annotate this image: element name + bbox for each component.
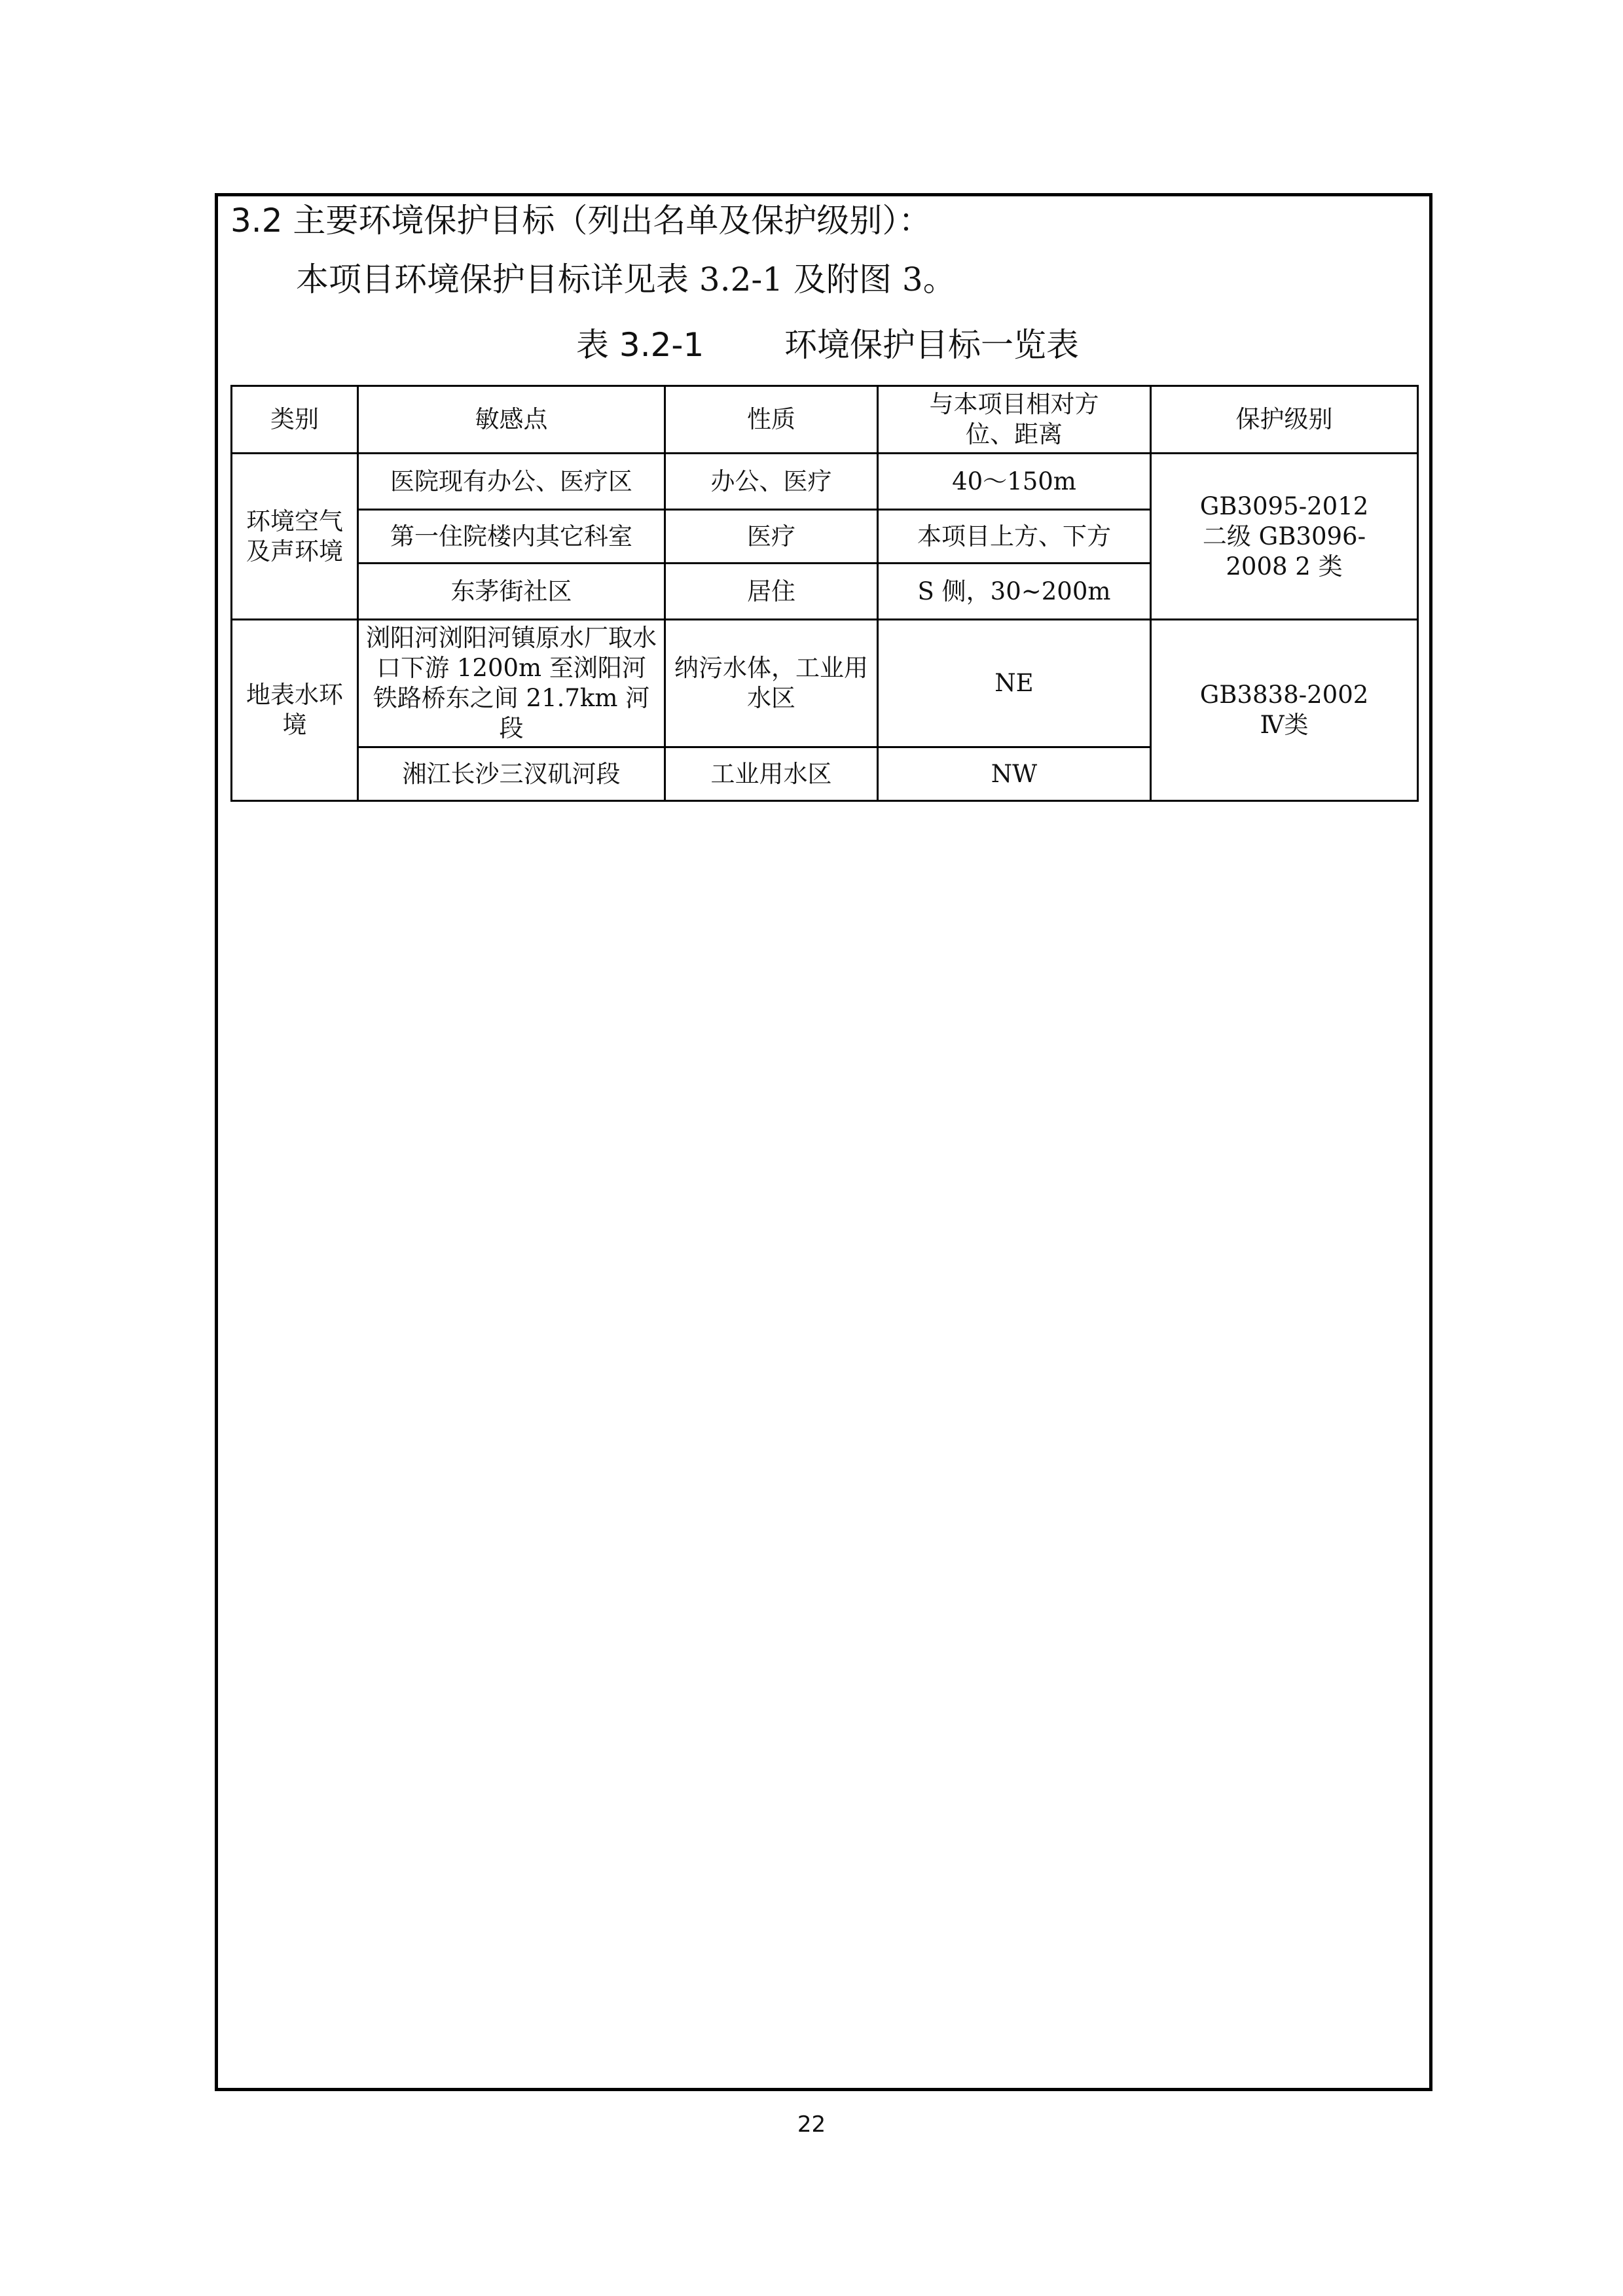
sensitive-point-cell: 医院现有办公、医疗区 (358, 454, 665, 510)
section-heading: 3.2 主要环境保护目标（列出名单及保护级别）： (230, 202, 932, 240)
sensitive-point-cell: 湘江长沙三汊矶河段 (358, 747, 665, 801)
header-nature: 性质 (665, 386, 878, 454)
nature-cell: 医疗 (665, 510, 878, 564)
page-number: 22 (797, 2111, 826, 2138)
category-cell: 地表水环境 (232, 620, 358, 801)
table-row (232, 454, 1418, 510)
position-cell: NW (878, 747, 1151, 801)
header-sensitive-point: 敏感点 (358, 386, 665, 454)
protection-level-cell: GB3095-2012 二级 GB3096-2008 2 类 (1151, 454, 1418, 620)
position-cell: S 侧，30~200m (878, 564, 1151, 620)
position-cell: NE (878, 620, 1151, 747)
position-cell: 本项目上方、下方 (878, 510, 1151, 564)
table-caption-title: 环境保护目标一览表 (784, 326, 1079, 364)
protection-targets-table (230, 385, 1419, 802)
nature-cell: 纳污水体，工业用水区 (665, 620, 878, 747)
header-protection-level: 保护级别 (1151, 386, 1418, 454)
nature-cell: 居住 (665, 564, 878, 620)
protection-level-cell: GB3838-2002 Ⅳ类 (1151, 620, 1418, 801)
table-header-row (232, 386, 1418, 454)
sensitive-point-cell: 第一住院楼内其它科室 (358, 510, 665, 564)
sensitive-point-cell: 浏阳河浏阳河镇原水厂取水口下游 1200m 至浏阳河铁路桥东之间 21.7km 河段 (358, 620, 665, 747)
category-cell: 环境空气及声环境 (232, 454, 358, 620)
position-cell: 40～150m (878, 454, 1151, 510)
nature-cell: 工业用水区 (665, 747, 878, 801)
table-row (232, 620, 1418, 747)
table-caption-number: 表 3.2-1 (576, 326, 704, 364)
header-category: 类别 (232, 386, 358, 454)
header-position-distance: 与本项目相对方位、距离 (878, 386, 1151, 454)
intro-paragraph: 本项目环境保护目标详见表 3.2-1 及附图 3。 (296, 260, 956, 298)
sensitive-point-cell: 东茅街社区 (358, 564, 665, 620)
nature-cell: 办公、医疗 (665, 454, 878, 510)
